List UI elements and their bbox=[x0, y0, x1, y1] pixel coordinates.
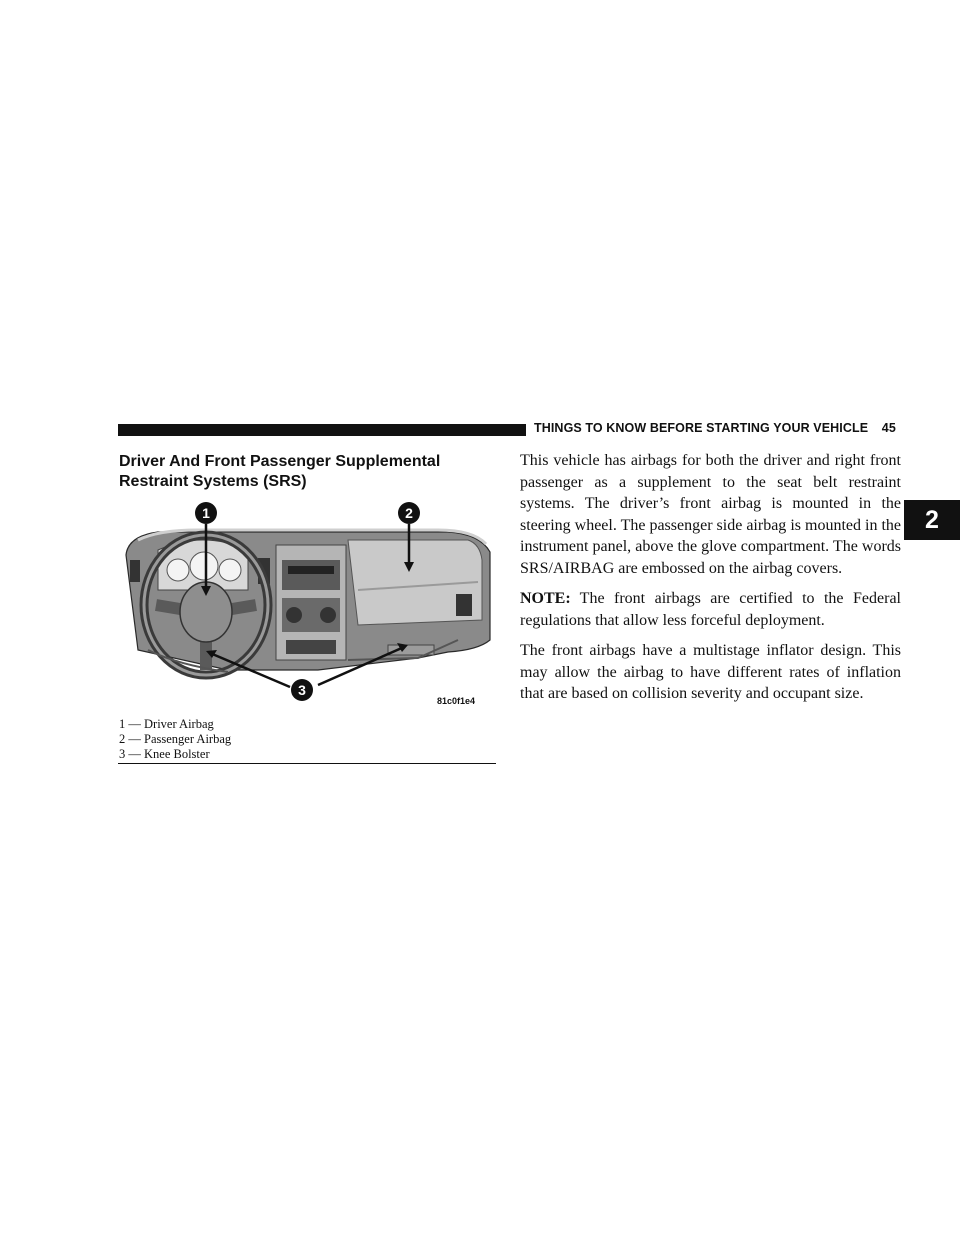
dashboard-illustration bbox=[118, 500, 496, 710]
callout-3-label: 3 bbox=[298, 682, 306, 698]
legend-item-knee-bolster: 3 — Knee Bolster bbox=[119, 747, 210, 761]
header-bar bbox=[118, 424, 526, 436]
legend-rule bbox=[118, 763, 496, 764]
paragraph-note bbox=[520, 588, 901, 631]
radio-unit bbox=[282, 560, 340, 590]
note-label: NOTE: bbox=[520, 590, 571, 607]
legend-item-driver-airbag: 1 — Driver Airbag bbox=[119, 717, 214, 731]
callout-1-label: 1 bbox=[202, 505, 210, 521]
chapter-tab: 2 bbox=[904, 500, 960, 540]
callout-2-label: 2 bbox=[405, 505, 413, 521]
note-text: The front airbags are certified to the Federal regulations that allow less forceful deployment. bbox=[520, 590, 901, 629]
callout-2 bbox=[398, 502, 420, 524]
figure-legend bbox=[119, 717, 495, 762]
page-number: 45 bbox=[881, 421, 896, 435]
running-head bbox=[534, 421, 906, 435]
body-text bbox=[520, 450, 901, 714]
right-vent bbox=[456, 594, 472, 616]
paragraph-inflator: The front airbags have a multistage inflator design. This may allow the airbag to have different rates of inflation that are based on collision severity and occupant size. bbox=[520, 642, 901, 702]
running-head-title: THINGS TO KNOW BEFORE STARTING YOUR VEHICLE bbox=[534, 421, 869, 435]
paragraph-airbags-overview: This vehicle has airbags for both the driver and right front passenger as a supplement to the seat belt restraint systems. The driver’s front airbag is mounted in the steering wheel. The passenger side airbag is mounted in the instrument panel, above the glove compartment. The words SRS/AIRBAG are embossed on the airbag covers. bbox=[520, 452, 901, 577]
dashboard-figure bbox=[118, 500, 496, 710]
callout-1 bbox=[195, 502, 217, 524]
callout-3 bbox=[291, 679, 313, 701]
figure-id: 81c0f1e4 bbox=[437, 696, 476, 706]
left-vent bbox=[130, 560, 140, 582]
legend-item-passenger-airbag: 2 — Passenger Airbag bbox=[119, 732, 232, 746]
section-heading: Driver And Front Passenger Supplemental Restraint Systems (SRS) bbox=[119, 453, 441, 490]
